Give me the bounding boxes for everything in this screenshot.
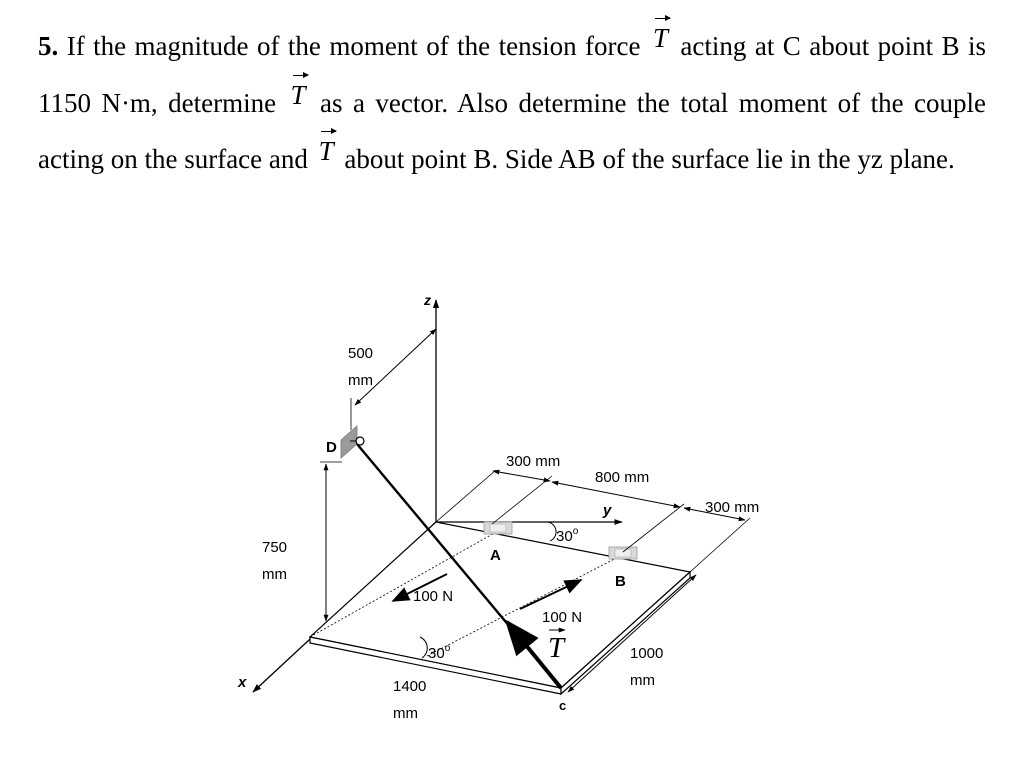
dim-500-label: 500	[348, 345, 374, 362]
vector-t-symbol: T	[649, 10, 672, 67]
problem-text-3: as a vector. Also determine the total moment of the couple acting on the surface and	[38, 87, 987, 174]
dim-ext-a2	[492, 476, 552, 524]
force-label-100n-left: 100 N	[413, 588, 454, 605]
problem-text-4: about point B. Side AB of the surface lie in the yz plane.	[344, 144, 955, 174]
angle-arc-30-a	[548, 522, 556, 541]
problem-text-1: If the magnitude of the moment of the tension force	[66, 31, 641, 61]
problem-text-2: acting at C about point B is 1150 N·m, determine	[38, 31, 987, 118]
svg-text:T: T	[548, 632, 565, 664]
dim-800-label: 800 mm	[595, 469, 650, 486]
problem-number: 5.	[38, 31, 59, 61]
force-label-100n-right: 100 N	[542, 609, 583, 626]
hinge-a	[484, 522, 512, 534]
dim-300a-line	[493, 471, 550, 481]
dim-1000-label: 1000	[630, 645, 664, 662]
x-axis-label: x	[238, 674, 247, 691]
dim-1400-label: 1400	[393, 678, 427, 695]
point-d-label: D	[326, 439, 337, 456]
vector-t-symbol: T	[315, 123, 338, 180]
dim-1400-unit: mm	[393, 705, 418, 722]
dim-750-unit: mm	[262, 566, 287, 583]
angle-label-30-a: 30$^o$	[556, 526, 579, 545]
dim-1000-unit: mm	[630, 672, 655, 689]
dim-750-label: 750	[262, 539, 288, 556]
dim-500-line	[355, 329, 436, 405]
z-axis-label: z	[424, 292, 431, 308]
bracket-d	[341, 426, 364, 458]
angle-label-30-b: 30$^o$	[428, 643, 451, 662]
y-axis-label: y	[603, 502, 612, 519]
hinge-b	[609, 547, 637, 559]
point-c-label: c	[559, 698, 567, 713]
dim-ext-b	[623, 504, 684, 552]
point-a-label: A	[490, 547, 501, 564]
dim-ext-a	[436, 470, 496, 522]
point-b-label: B	[615, 573, 626, 590]
vector-t-symbol: T	[287, 67, 310, 124]
tension-vector-label	[548, 630, 566, 664]
dim-300b-label: 300 mm	[705, 499, 760, 516]
dim-300a-label: 300 mm	[506, 453, 561, 470]
dim-500-unit: mm	[348, 372, 373, 389]
dim-ext-c	[690, 518, 750, 572]
